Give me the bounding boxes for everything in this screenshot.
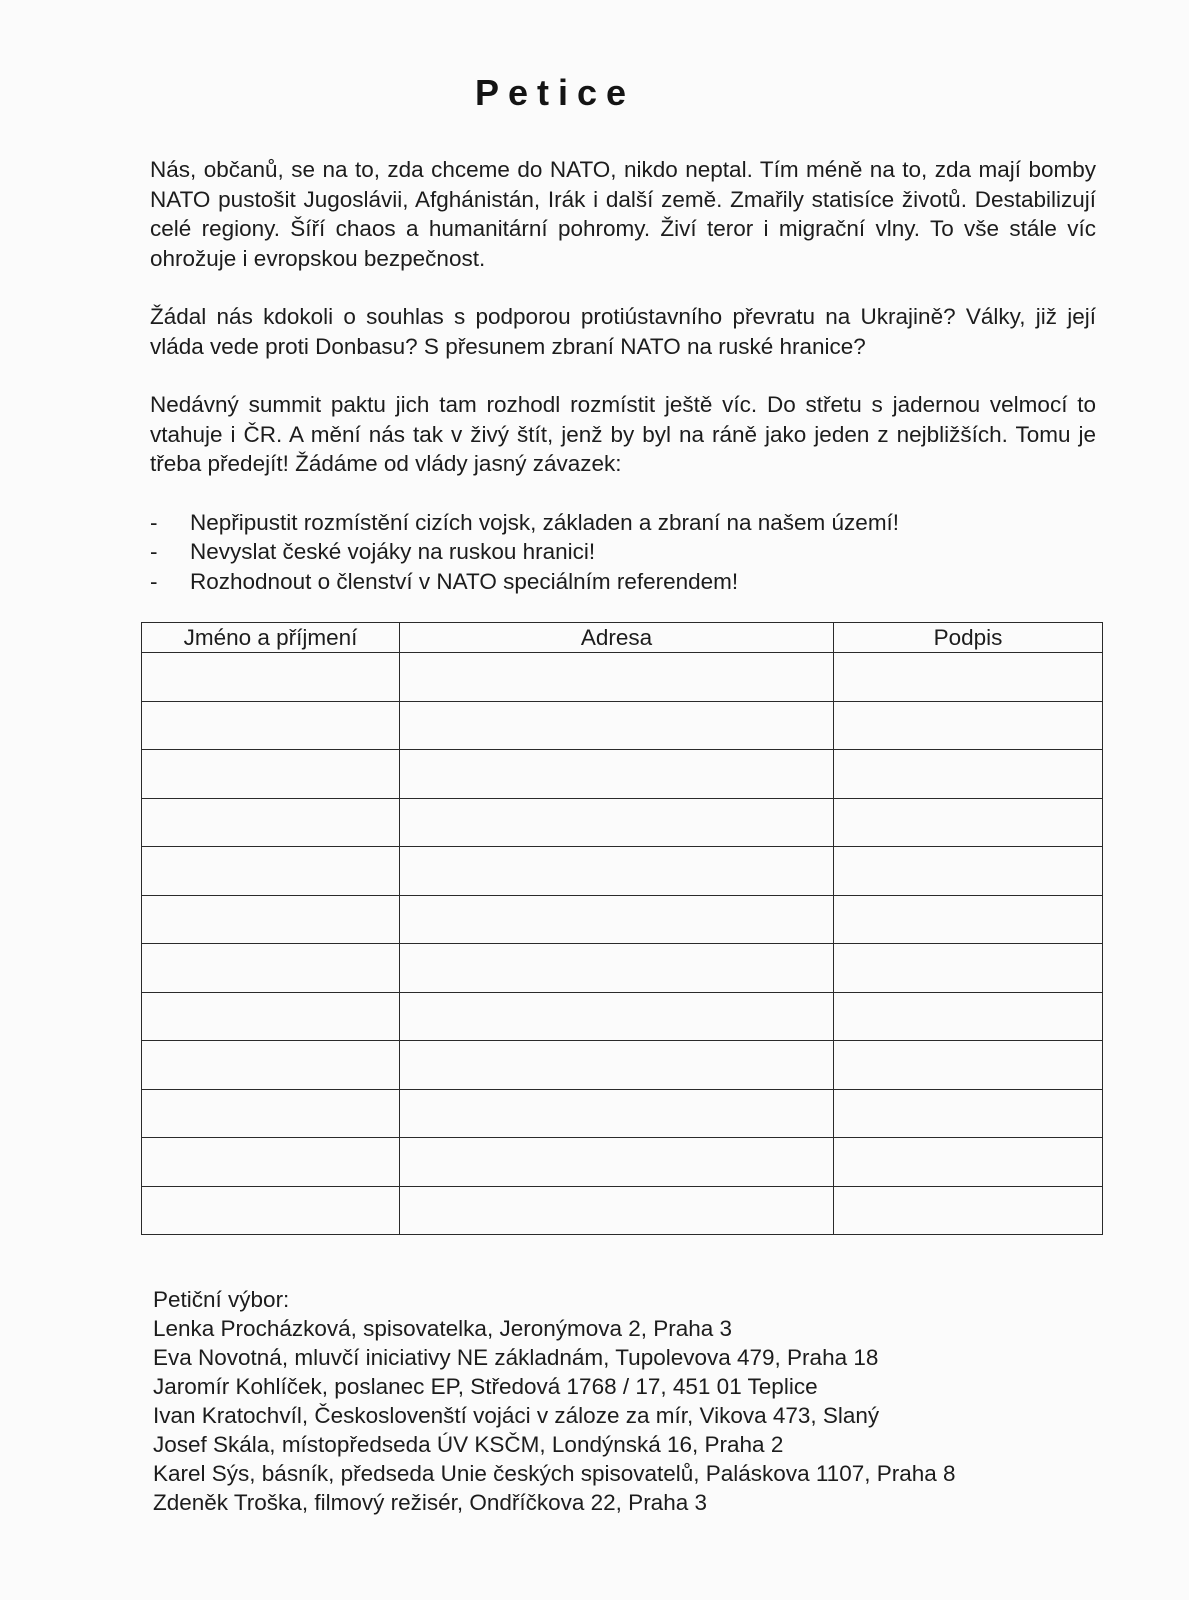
demand-text: Rozhodnout o členství v NATO speciálním referendem! <box>190 568 739 594</box>
signature-cell[interactable] <box>834 1041 1103 1090</box>
table-row <box>142 701 1103 750</box>
address-cell[interactable] <box>400 1041 834 1090</box>
address-cell[interactable] <box>400 1138 834 1187</box>
page-title: Petice <box>474 72 636 113</box>
address-cell[interactable] <box>400 847 834 896</box>
address-cell[interactable] <box>400 750 834 799</box>
address-cell[interactable] <box>400 653 834 702</box>
paragraph-1: Nás, občanů, se na to, zda chceme do NATO, nikdo neptal. Tím méně na to, zda mají bomby NATO pustošit Jugoslávii, Afghánistán, Irák i další země. Zmařily statisíce životů. Destabilizují celé regiony. Šíří chaos a humanitární pohromy. Živí teror i migrační vlny. To vše stále víc ohrožuje i evropskou bezpečnost. <box>150 157 1096 271</box>
signature-cell[interactable] <box>834 798 1103 847</box>
table-row <box>142 798 1103 847</box>
committee-member: Jaromír Kohlíček, poslanec EP, Středová 1768 / 17, 451 01 Teplice <box>153 1374 818 1399</box>
name-cell[interactable] <box>142 944 400 993</box>
address-cell[interactable] <box>400 1186 834 1235</box>
signature-cell[interactable] <box>834 847 1103 896</box>
demand-text: Nevyslat české vojáky na ruskou hranici! <box>190 539 596 564</box>
name-cell[interactable] <box>142 798 400 847</box>
table-row <box>142 1138 1103 1187</box>
name-cell[interactable] <box>142 1186 400 1235</box>
table-row <box>142 1041 1103 1090</box>
name-cell[interactable] <box>142 750 400 799</box>
address-cell[interactable] <box>400 1089 834 1138</box>
table-row <box>142 1089 1103 1138</box>
header-address: Adresa <box>400 623 834 653</box>
table-row <box>142 1186 1103 1235</box>
address-cell[interactable] <box>400 701 834 750</box>
committee-member: Ivan Kratochvíl, Českoslovenští vojáci v záloze za mír, Vikova 473, Slaný <box>153 1403 880 1428</box>
signature-cell[interactable] <box>834 1089 1103 1138</box>
address-cell[interactable] <box>400 798 834 847</box>
address-cell[interactable] <box>400 895 834 944</box>
table-header-row <box>142 623 1103 653</box>
committee-member: Zdeněk Troška, filmový režisér, Ondříčkova 22, Praha 3 <box>153 1490 707 1515</box>
header-signature: Podpis <box>834 623 1103 653</box>
name-cell[interactable] <box>142 895 400 944</box>
signature-table <box>141 622 1103 1235</box>
address-cell[interactable] <box>400 944 834 993</box>
committee-member: Josef Skála, místopředseda ÚV KSČM, Londýnská 16, Praha 2 <box>153 1432 784 1457</box>
signature-cell[interactable] <box>834 992 1103 1041</box>
name-cell[interactable] <box>142 992 400 1041</box>
signature-cell[interactable] <box>834 653 1103 702</box>
committee-member: Eva Novotná, mluvčí iniciativy NE základnám, Tupolevova 479, Praha 18 <box>153 1345 879 1370</box>
petition-committee <box>153 1285 956 1517</box>
demands-list <box>150 508 1096 597</box>
table-row <box>142 944 1103 993</box>
table-row <box>142 895 1103 944</box>
name-cell[interactable] <box>142 1089 400 1138</box>
name-cell[interactable] <box>142 653 400 702</box>
list-dash: - <box>150 568 158 594</box>
paragraph-2: Žádal nás kdokoli o souhlas s podporou protiústavního převratu na Ukrajině? Války, již její vláda vede proti Donbasu? S přesunem zbraní NATO na ruské hranice? <box>150 304 1096 359</box>
address-cell[interactable] <box>400 992 834 1041</box>
table-row <box>142 653 1103 702</box>
paragraph-3: Nedávný summit paktu jich tam rozhodl rozmístit ještě víc. Do střetu s jadernou velmocí to vtahuje i ČR. A mění nás tak v živý štít, jenž by byl na ráně jako jeden z nejbližších. Tomu je třeba předejít! Žádáme od vlády jasný závazek: <box>150 392 1096 476</box>
table-row <box>142 750 1103 799</box>
signature-cell[interactable] <box>834 944 1103 993</box>
list-dash: - <box>150 509 158 535</box>
demand-item <box>150 508 1096 538</box>
name-cell[interactable] <box>142 1041 400 1090</box>
name-cell[interactable] <box>142 701 400 750</box>
table-row <box>142 992 1103 1041</box>
demand-text: Nepřipustit rozmístění cizích vojsk, základen a zbraní na našem území! <box>190 509 900 535</box>
list-dash: - <box>150 539 158 564</box>
signature-cell[interactable] <box>834 1138 1103 1187</box>
table-row <box>142 847 1103 896</box>
signature-cell[interactable] <box>834 1186 1103 1235</box>
signature-cell[interactable] <box>834 895 1103 944</box>
petition-text <box>150 155 1096 596</box>
committee-heading: Petiční výbor: <box>153 1287 290 1312</box>
name-cell[interactable] <box>142 1138 400 1187</box>
committee-member: Lenka Procházková, spisovatelka, Jeronýmova 2, Praha 3 <box>153 1316 733 1341</box>
committee-member: Karel Sýs, básník, předseda Unie českých spisovatelů, Paláskova 1107, Praha 8 <box>153 1461 956 1486</box>
header-name: Jméno a příjmení <box>142 623 400 653</box>
demand-item <box>150 537 1096 567</box>
signature-cell[interactable] <box>834 750 1103 799</box>
signature-cell[interactable] <box>834 701 1103 750</box>
name-cell[interactable] <box>142 847 400 896</box>
signature-rows <box>142 653 1103 1235</box>
demand-item <box>150 567 1096 597</box>
